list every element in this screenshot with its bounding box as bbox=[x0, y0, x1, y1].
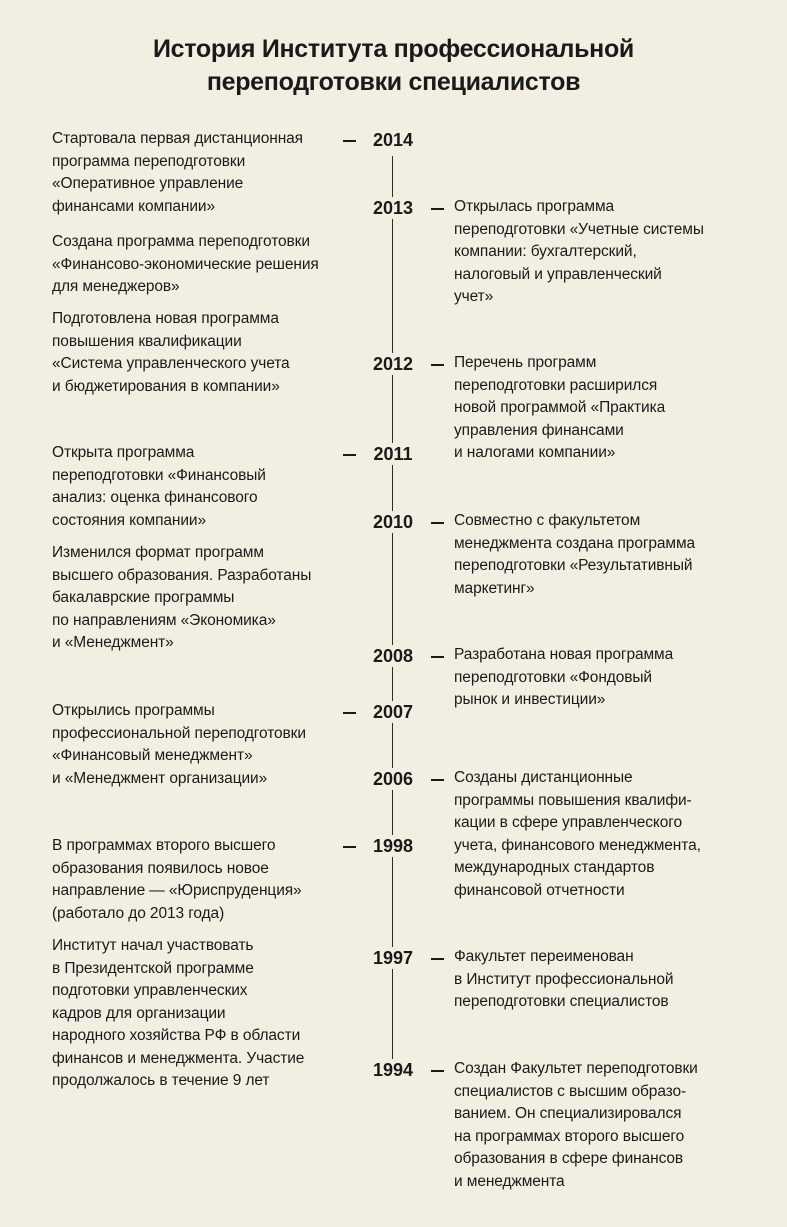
right-entry-2008 bbox=[454, 644, 673, 712]
left-entry-1998 bbox=[52, 835, 302, 925]
entry-line: и налогами компании» bbox=[454, 444, 616, 461]
entry-line: Институт начал участвовать bbox=[52, 937, 254, 954]
year-2012: 2012 bbox=[362, 353, 424, 375]
entry-line: переподготовки расширился bbox=[454, 376, 658, 394]
entry-line: продолжалось в течение 9 лет bbox=[52, 1072, 270, 1089]
year-2008: 2008 bbox=[362, 645, 424, 667]
timeline-axis bbox=[392, 156, 393, 1080]
entry-line: бакалаврские программы bbox=[52, 589, 235, 606]
entry-line: образования появилось новое bbox=[52, 859, 269, 877]
entry-line: В программах второго высшего bbox=[52, 837, 276, 854]
entry-line: образования в сфере финансов bbox=[454, 1150, 684, 1167]
entry-line: компании: бухгалтерский, bbox=[454, 243, 637, 260]
entry-line: Открыта программа bbox=[52, 444, 195, 461]
entry-line: Созданы дистанционные bbox=[454, 769, 633, 786]
entry-line: маркетинг» bbox=[454, 579, 535, 597]
year-1997: 1997 bbox=[362, 947, 424, 969]
entry-line: управления финансами bbox=[454, 421, 624, 439]
entry-line: рынок и инвестиции» bbox=[454, 691, 606, 708]
entry-line: анализ: оценка финансового bbox=[52, 489, 258, 506]
left-dash-2007 bbox=[343, 712, 356, 714]
entry-line: состояния компании» bbox=[52, 511, 206, 529]
entry-line: Изменился формат программ bbox=[52, 544, 264, 561]
entry-line: программа переподготовки bbox=[52, 152, 246, 170]
entry-line: «Оперативное управление bbox=[52, 175, 244, 192]
entry-line: народного хозяйства РФ в области bbox=[52, 1027, 301, 1044]
entry-line: учет» bbox=[454, 288, 494, 305]
entry-line: кадров для организации bbox=[52, 1004, 226, 1022]
right-dash-2012 bbox=[431, 364, 444, 366]
entry-line: переподготовки специалистов bbox=[454, 993, 669, 1010]
entry-line: переподготовки «Учетные системы bbox=[454, 220, 704, 238]
entry-line: учета, финансового менеджмента, bbox=[454, 836, 701, 854]
year-1994: 1994 bbox=[362, 1059, 424, 1081]
year-2011: 2011 bbox=[362, 443, 424, 465]
entry-line: Создана программа переподготовки bbox=[52, 233, 310, 250]
left-dash-2011 bbox=[343, 454, 356, 456]
entry-line: финансами компании» bbox=[52, 197, 215, 215]
left-entry-2012 bbox=[52, 308, 290, 398]
title-line-2: переподготовки специалистов bbox=[206, 68, 581, 96]
entry-line: Стартовала первая дистанционная bbox=[52, 130, 303, 147]
entry-line: финансов и менеджмента. Участие bbox=[52, 1049, 305, 1067]
entry-line: направление — «Юриспруденция» bbox=[52, 882, 302, 899]
entry-line: по направлениям «Экономика» bbox=[52, 611, 276, 629]
year-2006: 2006 bbox=[362, 768, 424, 790]
year-2010: 2010 bbox=[362, 511, 424, 533]
entry-line: и «Менеджмент» bbox=[52, 634, 174, 651]
entry-line: Открылись программы bbox=[52, 702, 215, 719]
right-entry-2013 bbox=[454, 196, 704, 309]
entry-line: «Финансовый менеджмент» bbox=[52, 747, 253, 764]
entry-line: в Институт профессиональной bbox=[454, 970, 674, 988]
entry-line: кации в сфере управленческого bbox=[454, 814, 682, 831]
right-dash-2006 bbox=[431, 779, 444, 781]
right-dash-2010 bbox=[431, 522, 444, 524]
entry-line: ванием. Он специализировался bbox=[454, 1105, 682, 1122]
title-line-1: История Института профессиональной bbox=[153, 35, 634, 63]
right-entry-2010 bbox=[454, 510, 695, 600]
entry-line: международных стандартов bbox=[454, 859, 655, 876]
entry-line: «Система управленческого учета bbox=[52, 355, 290, 372]
left-entry-2007 bbox=[52, 700, 306, 790]
entry-line: Подготовлена новая программа bbox=[52, 310, 279, 327]
entry-line: Совместно с факультетом bbox=[454, 512, 641, 529]
page-title bbox=[0, 33, 787, 99]
right-entry-1994 bbox=[454, 1058, 698, 1193]
entry-line: новой программой «Практика bbox=[454, 399, 666, 416]
entry-line: и менеджмента bbox=[454, 1172, 565, 1190]
entry-line: подготовки управленческих bbox=[52, 982, 248, 999]
entry-line: Открылась программа bbox=[454, 198, 615, 215]
entry-line: специалистов с высшим образо- bbox=[454, 1082, 687, 1100]
right-entry-2006 bbox=[454, 767, 701, 902]
year-2007: 2007 bbox=[362, 701, 424, 723]
entry-line: финансовой отчетности bbox=[454, 881, 625, 899]
left-entry-2010 bbox=[52, 542, 311, 655]
entry-line: и «Менеджмент организации» bbox=[52, 769, 268, 787]
entry-line: налоговый и управленческий bbox=[454, 265, 662, 283]
entry-line: Разработана новая программа bbox=[454, 646, 674, 663]
entry-line: переподготовки «Финансовый bbox=[52, 466, 266, 484]
entry-line: на программах второго высшего bbox=[454, 1127, 685, 1145]
entry-line: в Президентской программе bbox=[52, 959, 254, 977]
entry-line: (работало до 2013 года) bbox=[52, 904, 225, 922]
right-dash-2013 bbox=[431, 208, 444, 210]
entry-line: переподготовки «Результативный bbox=[454, 557, 693, 574]
entry-line: профессиональной переподготовки bbox=[52, 724, 306, 742]
entry-line: для менеджеров» bbox=[52, 278, 180, 295]
right-dash-1997 bbox=[431, 958, 444, 960]
year-2013: 2013 bbox=[362, 197, 424, 219]
left-dash-1998 bbox=[343, 846, 356, 848]
entry-line: «Финансово-экономические решения bbox=[52, 255, 319, 273]
right-entry-2012 bbox=[454, 352, 665, 465]
left-entry-2013 bbox=[52, 231, 319, 299]
entry-line: Создан Факультет переподготовки bbox=[454, 1060, 698, 1077]
left-dash-2014 bbox=[343, 140, 356, 142]
right-entry-1997 bbox=[454, 946, 673, 1014]
entry-line: и бюджетирования в компании» bbox=[52, 377, 280, 395]
left-entry-2014 bbox=[52, 128, 303, 218]
entry-line: высшего образования. Разработаны bbox=[52, 566, 312, 584]
entry-line: Факультет переименован bbox=[454, 948, 634, 965]
entry-line: переподготовки «Фондовый bbox=[454, 668, 652, 686]
entry-line: менеджмента создана программа bbox=[454, 534, 696, 552]
entry-line: повышения квалификации bbox=[52, 332, 242, 350]
entry-line: программы повышения квалифи- bbox=[454, 791, 692, 809]
right-dash-1994 bbox=[431, 1070, 444, 1072]
entry-line: Перечень программ bbox=[454, 354, 597, 371]
right-dash-2008 bbox=[431, 656, 444, 658]
left-entry-2011 bbox=[52, 442, 266, 532]
year-1998: 1998 bbox=[362, 835, 424, 857]
year-2014: 2014 bbox=[362, 129, 424, 151]
left-entry-1997 bbox=[52, 935, 304, 1093]
